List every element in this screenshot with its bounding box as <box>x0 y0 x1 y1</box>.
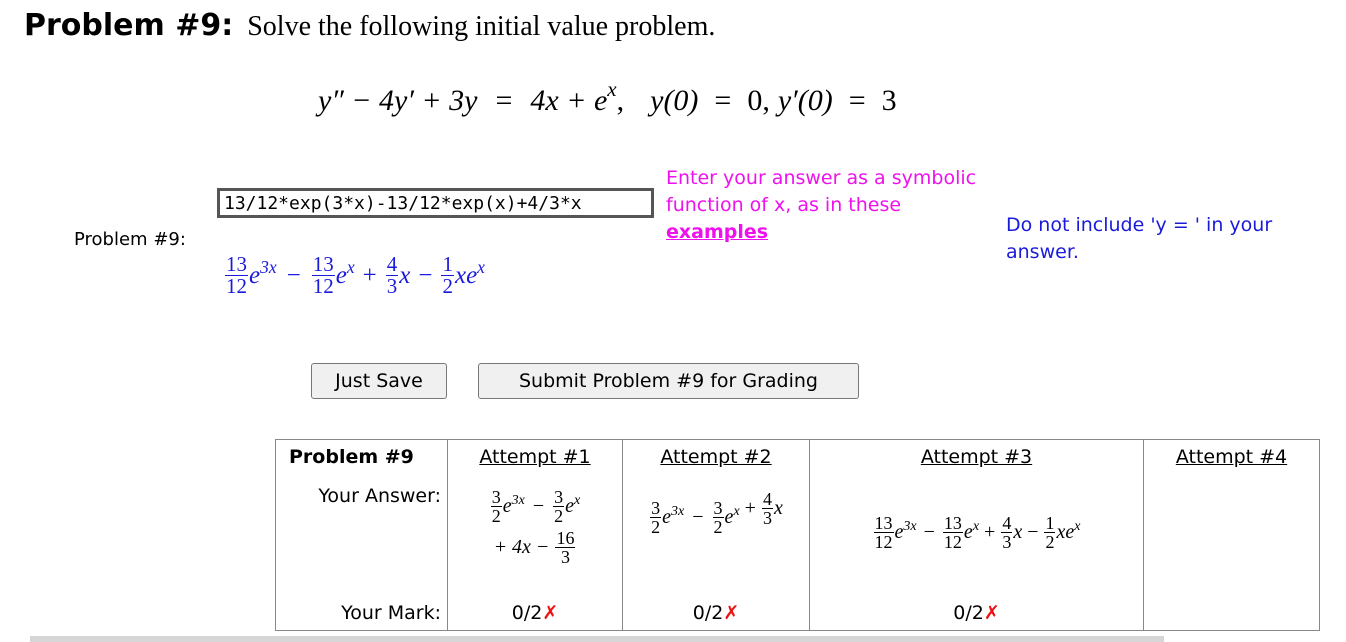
equals-sign: = <box>495 84 513 117</box>
attempt-1-cell <box>448 440 623 631</box>
hint-text: Enter your answer as a symbolic function of x, as in these <box>666 167 977 216</box>
horizontal-scrollbar[interactable] <box>30 636 1164 642</box>
equals-sign: = <box>848 84 866 117</box>
attempt-3-mark: 0/2✗ <box>953 602 1000 624</box>
attempt-1-answer: $\frac{3}{2}$ e $^{3x}$ − $\frac{3}{2}$ e $^x$ + 4x − $\frac{16}{3}$ <box>491 487 581 567</box>
equation-lhs: y″ − 4y′ + 3y <box>318 84 478 117</box>
attempt-3-cell <box>810 440 1144 631</box>
attempt-3-answer: $\frac{13}{12}$ e $^{3x}$ − $\frac{13}{12}$ e $^x$ + $\frac{4}{3}$ x − $\frac{1}{2}$ xe $^x$ <box>874 513 1081 552</box>
attempt-1-mark: 0/2✗ <box>511 602 559 624</box>
answer-hint <box>666 165 996 246</box>
initial-condition-1-value: 0 <box>747 84 763 117</box>
examples-link[interactable]: examples <box>666 221 769 243</box>
your-answer-label: Your Answer: <box>318 485 441 507</box>
equals-sign: = <box>714 84 732 117</box>
attempts-table <box>275 439 1320 631</box>
problem-title <box>24 8 715 43</box>
answer-note: Do not include 'y = ' in your answer. <box>1006 214 1273 263</box>
attempt-4-cell <box>1144 440 1320 631</box>
your-mark-label: Your Mark: <box>341 602 441 624</box>
answer-input[interactable] <box>217 188 654 218</box>
fraction: $\frac{13}{12}$ <box>226 252 247 298</box>
answer-preview: $\frac{13}{12}$ e $^{3x}$ − $\frac{13}{12}$ e $^x$ + $\frac{4}{3}$ x − $\frac{1}{2}$ xe $^x$ <box>226 252 485 298</box>
wrong-mark-icon: ✗ <box>723 602 740 624</box>
attempt-4-header: Attempt #4 <box>1175 446 1288 468</box>
wrong-mark-icon: ✗ <box>542 602 559 624</box>
problem-description: Solve the following initial value problem. <box>247 11 716 42</box>
attempt-2-answer: $\frac{3}{2}$ e $^{3x}$ − $\frac{3}{2}$ e $^x$ + $\frac{4}{3}$ x <box>651 489 783 537</box>
attempt-1-header: Attempt #1 <box>479 446 591 468</box>
differential-equation: y″ − 4y′ + 3y = 4x + e $^x$ , y(0) = 0 , y′(0) = 3 <box>318 76 897 117</box>
fraction: $\frac{4}{3}$ <box>386 252 398 298</box>
wrong-mark-icon: ✗ <box>983 602 1000 624</box>
fraction: $\frac{13}{12}$ <box>312 252 334 298</box>
submit-for-grading-button[interactable]: Submit Problem #9 for Grading <box>478 363 859 399</box>
attempt-3-header: Attempt #3 <box>920 446 1033 468</box>
attempt-2-cell <box>623 440 810 631</box>
attempt-2-header: Attempt #2 <box>660 446 772 468</box>
row-labels-cell <box>276 440 448 631</box>
attempt-2-mark: 0/2✗ <box>692 602 740 624</box>
answer-row-label: Problem #9: <box>74 229 186 250</box>
initial-condition-1: y(0) <box>650 84 699 117</box>
initial-condition-2: y′(0) <box>777 84 833 117</box>
just-save-button[interactable]: Just Save <box>311 363 447 399</box>
problem-heading: Problem #9: <box>24 8 234 43</box>
initial-condition-2-value: 3 <box>881 84 897 117</box>
fraction: $\frac{1}{2}$ <box>442 252 453 298</box>
equation-rhs-exponent: x <box>607 76 617 101</box>
equation-rhs: 4x + e <box>530 84 608 117</box>
table-row-header: Problem #9 <box>289 446 414 468</box>
